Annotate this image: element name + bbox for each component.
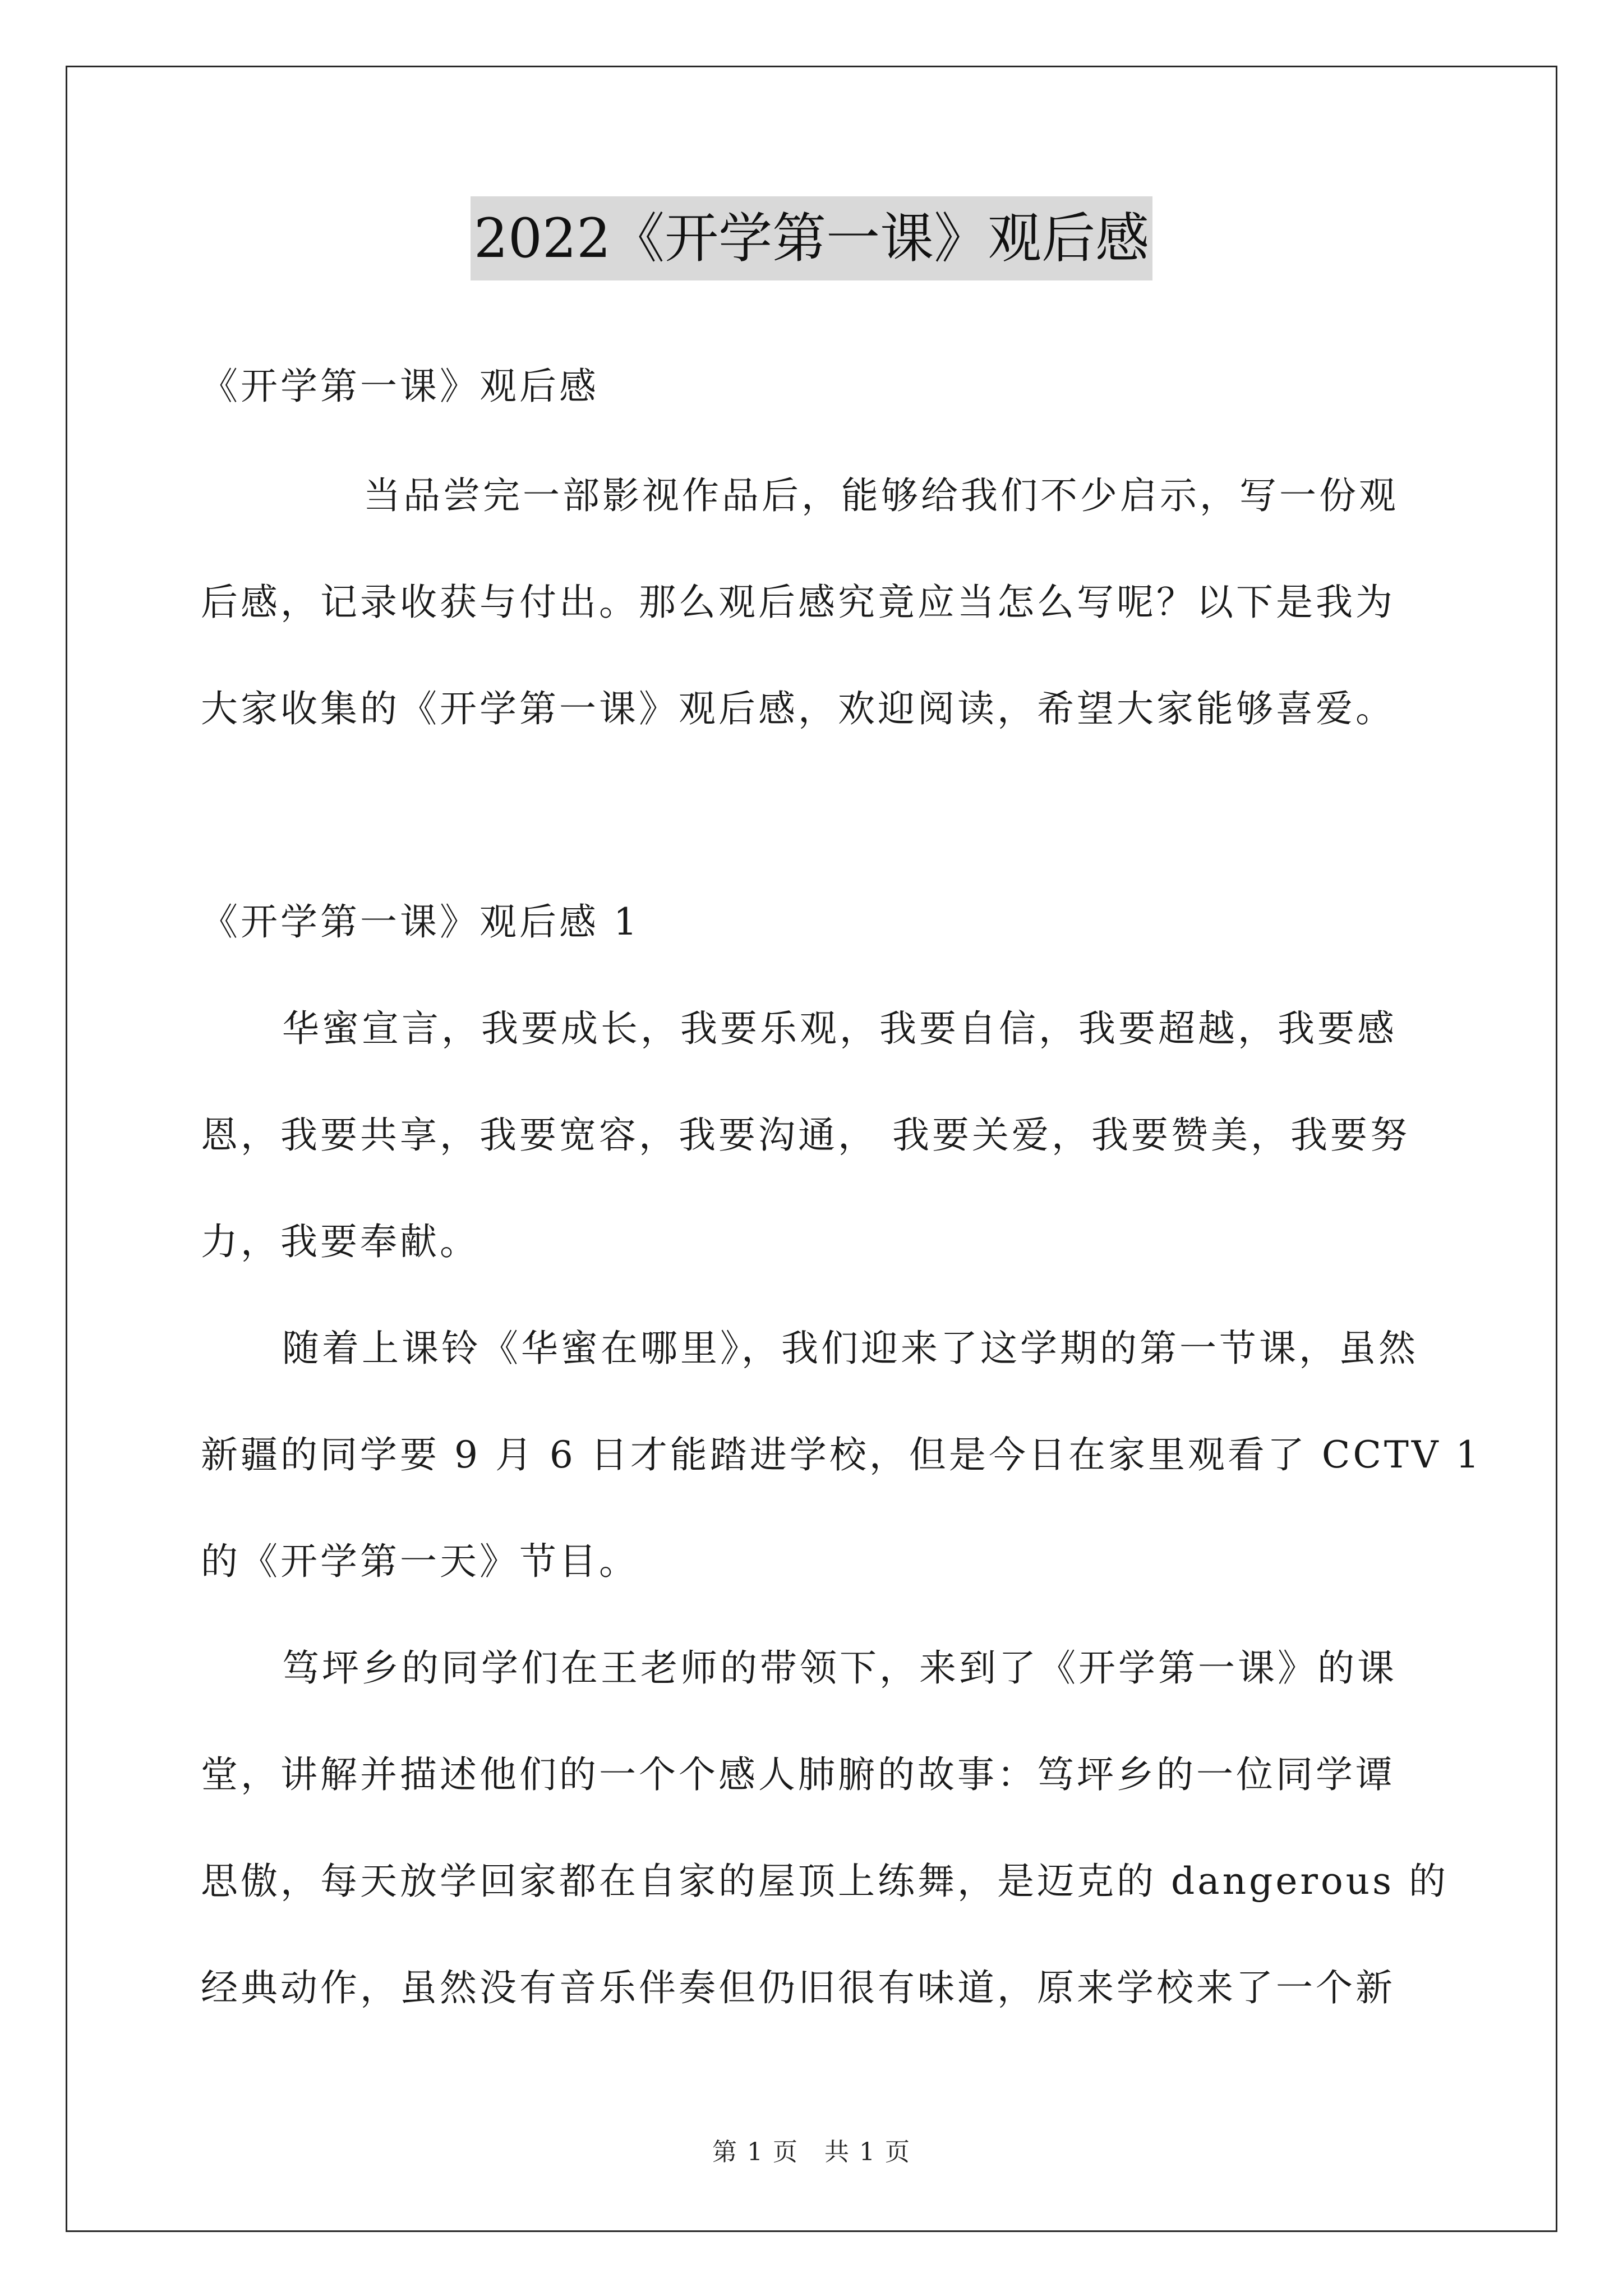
paragraph1-line-3: 力，我要奉献。 (201, 1220, 479, 1263)
paragraph1-line-1: 华蜜宣言，我要成长，我要乐观，我要自信，我要超越，我要感 (282, 1007, 1397, 1050)
intro-line-2: 后感，记录收获与付出。那么观后感究竟应当怎么写呢？以下是我为 (201, 581, 1395, 624)
paragraph2-line-3: 的《开学第一天》节目。 (201, 1540, 639, 1583)
paragraph3-line-3: 思傲，每天放学回家都在自家的屋顶上练舞，是迈克的 dangerous 的 (201, 1860, 1449, 1903)
page-footer: 第 1 页 共 1 页 (712, 2138, 911, 2166)
document-title: 2022《开学第一课》观后感 (471, 196, 1152, 280)
subtitle: 《开学第一课》观后感 (201, 365, 599, 408)
section-heading: 《开学第一课》观后感 1 (201, 900, 640, 944)
title-container (0, 196, 1623, 280)
paragraph2-line-2: 新疆的同学要 9 月 6 日才能踏进学校，但是今日在家里观看了 CCTV 1 (201, 1433, 1482, 1476)
paragraph2-line-1: 随着上课铃《华蜜在哪里》，我们迎来了这学期的第一节课，虽然 (282, 1327, 1418, 1370)
intro-line-1: 当品尝完一部影视作品后，能够给我们不少启示，写一份观 (363, 474, 1399, 517)
paragraph3-line-2: 堂，讲解并描述他们的一个个感人肺腑的故事：笃坪乡的一位同学谭 (201, 1753, 1395, 1796)
paragraph3-line-4: 经典动作，虽然没有音乐伴奏但仍旧很有味道，原来学校来了一个新 (201, 1966, 1395, 2009)
intro-line-3: 大家收集的《开学第一课》观后感，欢迎阅读，希望大家能够喜爱。 (201, 687, 1395, 730)
paragraph3-line-1: 笃坪乡的同学们在王老师的带领下，来到了《开学第一课》的课 (282, 1646, 1397, 1690)
paragraph1-line-2: 恩，我要共享，我要宽容，我要沟通， 我要关爱，我要赞美，我要努 (201, 1114, 1410, 1157)
